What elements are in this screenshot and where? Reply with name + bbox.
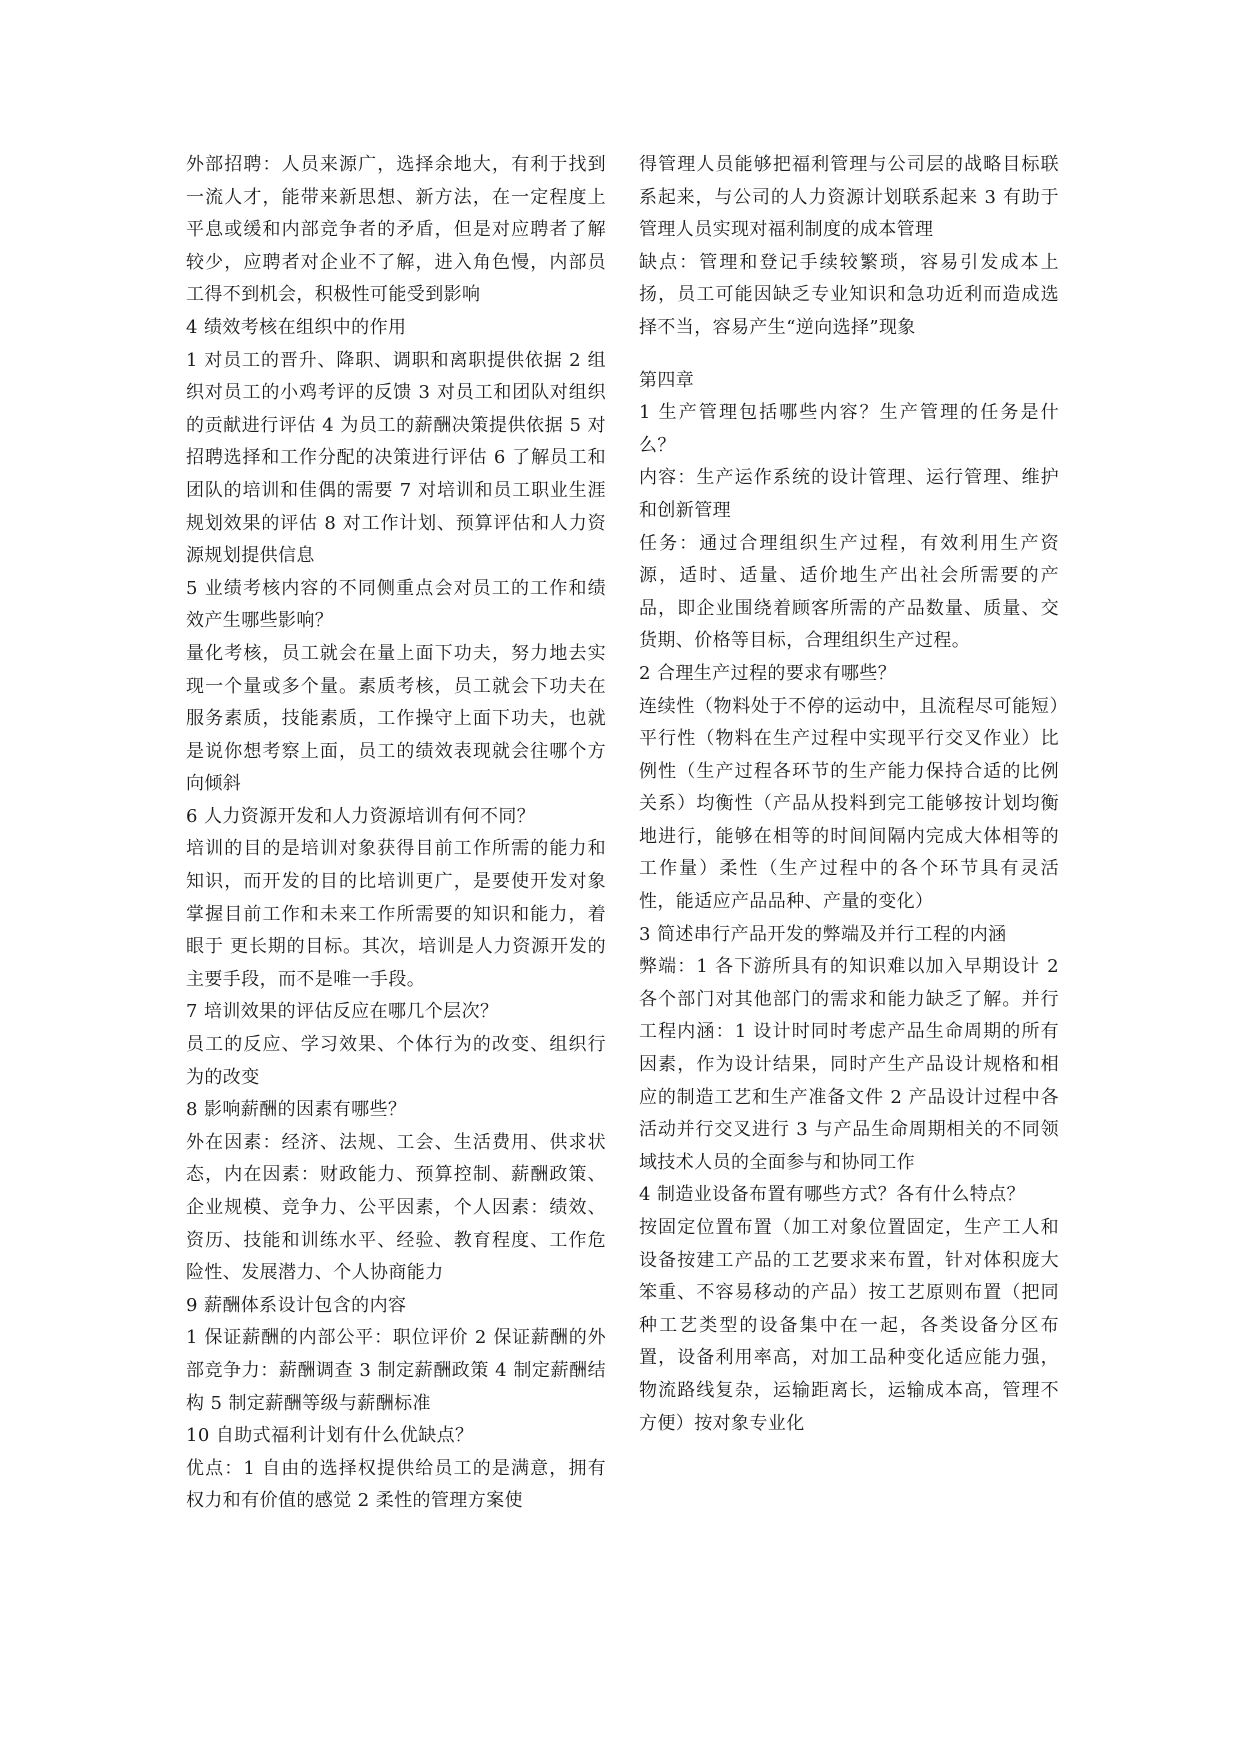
paragraph-salary-system: 1 保证薪酬的内部公平：职位评价 2 保证薪酬的外部竞争力：薪酬调查 3 制定薪酬政策 4 制定薪酬结构 5 制定薪酬等级与薪酬标准: [186, 1327, 606, 1414]
paragraph-production-process: 连续性（物料处于不停的运动中，且流程尽可能短）平行性（物料在生产过程中实现平行交叉作业）比例性（生产过程各环节的生产能力保持合适的比例关系）均衡性（产品从投料到完工能够按计划均衡地进行，能够在相等的时间间隔内完成大体相等的工作量）柔性（生产过程中的各个环节具有灵活性，能适应产品品种、产量的变化）: [639, 695, 1059, 913]
heading-q6-development-vs-training: 6 人力资源开发和人力资源培训有何不同？: [186, 805, 536, 827]
paragraph-cafeteria-benefits-pros: 优点：1 自由的选择权提供给员工的是满意，拥有权力和有价值的感觉 2 柔性的管理方案使: [186, 1457, 606, 1512]
heading-q10-cafeteria-benefits: 10 自助式福利计划有什么优缺点？: [186, 1425, 474, 1447]
paragraph-cafeteria-benefits-cons: 缺点：管理和登记手续较繁琐，容易引发成本上扬，员工可能因缺乏专业知识和急功近利而造成选择不当，容易产生“逆向选择”现象: [639, 251, 1059, 338]
paragraph-salary-factors: 外在因素：经济、法规、工会、生活费用、供求状态，内在因素：财政能力、预算控制、薪酬政策、企业规模、竞争力、公平因素，个人因素：绩效、资历、技能和训练水平、经验、教育程度、工作危险性、发展潜力、个人协商能力: [186, 1131, 606, 1284]
paragraph-performance-role: 1 对员工的晋升、降职、调职和离职提供依据 2 组织对员工的小鸡考评的反馈 3 对员工和团队对组织的贡献进行评估 4 为员工的薪酬决策提供依据 5 对招聘选择和工作分配的决策进行评估 6 了解员工和团队的培训和佳偶的需要 7 对培训和员工职业生涯规划效果的评估 8 对工作计划、预算评估和人力资源规划提供信息: [186, 349, 606, 567]
paragraph-training-evaluation: 员工的反应、学习效果、个体行为的改变、组织行为的改变: [186, 1034, 606, 1088]
paragraph-concurrent-engineering: 弊端：1 各下游所具有的知识难以加入早期设计 2 各个部门对其他部门的需求和能力缺乏了解。并行工程内涵：1 设计时同时考虑产品生命周期的所有因素，作为设计结果，同时产生产品设计规格和相应的制造工艺和生产准备文件 2 产品设计过程中各活动并行交叉进行 3 与产品生命周期相关的不同领域技术人员的全面参与和协同工作: [639, 956, 1059, 1173]
heading-q2-production-process: 2 合理生产过程的要求有哪些？: [639, 662, 897, 684]
paragraph-assessment-focus: 量化考核，员工就会在量上面下功夫，努力地去实现一个量或多个量。素质考核，员工就会下功夫在服务素质，技能素质，工作操守上面下功夫，也就是说你想考察上面，员工的绩效表现就会往哪个方向倾斜: [186, 642, 606, 795]
heading-q5-assessment-focus: 5 业绩考核内容的不同侧重点会对员工的工作和绩效产生哪些影响？: [186, 577, 606, 632]
paragraph-cafeteria-benefits-pros-cont: 得管理人员能够把福利管理与公司层的战略目标联系起来，与公司的人力资源计划联系起来 3 有助于管理人员实现对福利制度的成本管理: [639, 154, 1059, 241]
paragraph-production-content: 内容：生产运作系统的设计管理、运行管理、维护和创新管理: [639, 467, 1059, 521]
heading-q3-concurrent-engineering: 3 简述串行产品开发的弊端及并行工程的内涵: [639, 923, 1007, 945]
chapter-heading: 第四章: [639, 369, 695, 391]
left-column: [186, 149, 606, 1518]
heading-q7-training-evaluation: 7 培训效果的评估反应在哪几个层次？: [186, 1001, 499, 1023]
heading-q9-salary-system: 9 薪酬体系设计包含的内容: [186, 1294, 407, 1316]
paragraph-development-vs-training: 培训的目的是培训对象获得目前工作所需的能力和知识，而开发的目的比培训更广，是要使开发对象掌握目前工作和未来工作所需要的知识和能力，着眼于 更长期的目标。其次，培训是人力资源开发的主要手段，而不是唯一手段。: [186, 838, 606, 990]
paragraph-equipment-layout: 按固定位置布置（加工对象位置固定，生产工人和设备按建工产品的工艺要求来布置，针对体积庞大笨重、不容易移动的产品）按工艺原则布置（把同种工艺类型的设备集中在一起，各类设备分区布置，设备利用率高，对加工品种变化适应能力强，物流路线复杂，运输距离长，运输成本高，管理不方便）按对象专业化: [639, 1217, 1059, 1434]
right-column: [639, 149, 1059, 1440]
heading-q4-equipment-layout: 4 制造业设备布置有哪些方式？各有什么特点？: [639, 1184, 1025, 1206]
heading-q8-salary-factors: 8 影响薪酬的因素有哪些？: [186, 1099, 407, 1121]
heading-q4-performance-role: 4 绩效考核在组织中的作用: [186, 316, 407, 338]
heading-q1-production-management: 1 生产管理包括哪些内容？生产管理的任务是什么？: [639, 402, 1059, 456]
paragraph-external-recruitment: 外部招聘：人员来源广，选择余地大，有利于找到一流人才，能带来新思想、新方法，在一定程度上平息或缓和内部竞争者的矛盾，但是对应聘者了解较少，应聘者对企业不了解，进入角色慢，内部员工得不到机会，积极性可能受到影响: [186, 154, 606, 306]
paragraph-production-tasks: 任务：通过合理组织生产过程，有效利用生产资源，适时、适量、适价地生产出社会所需要的产品，即企业围绕着顾客所需的产品数量、质量、交货期、价格等目标，合理组织生产过程。: [639, 532, 1059, 652]
